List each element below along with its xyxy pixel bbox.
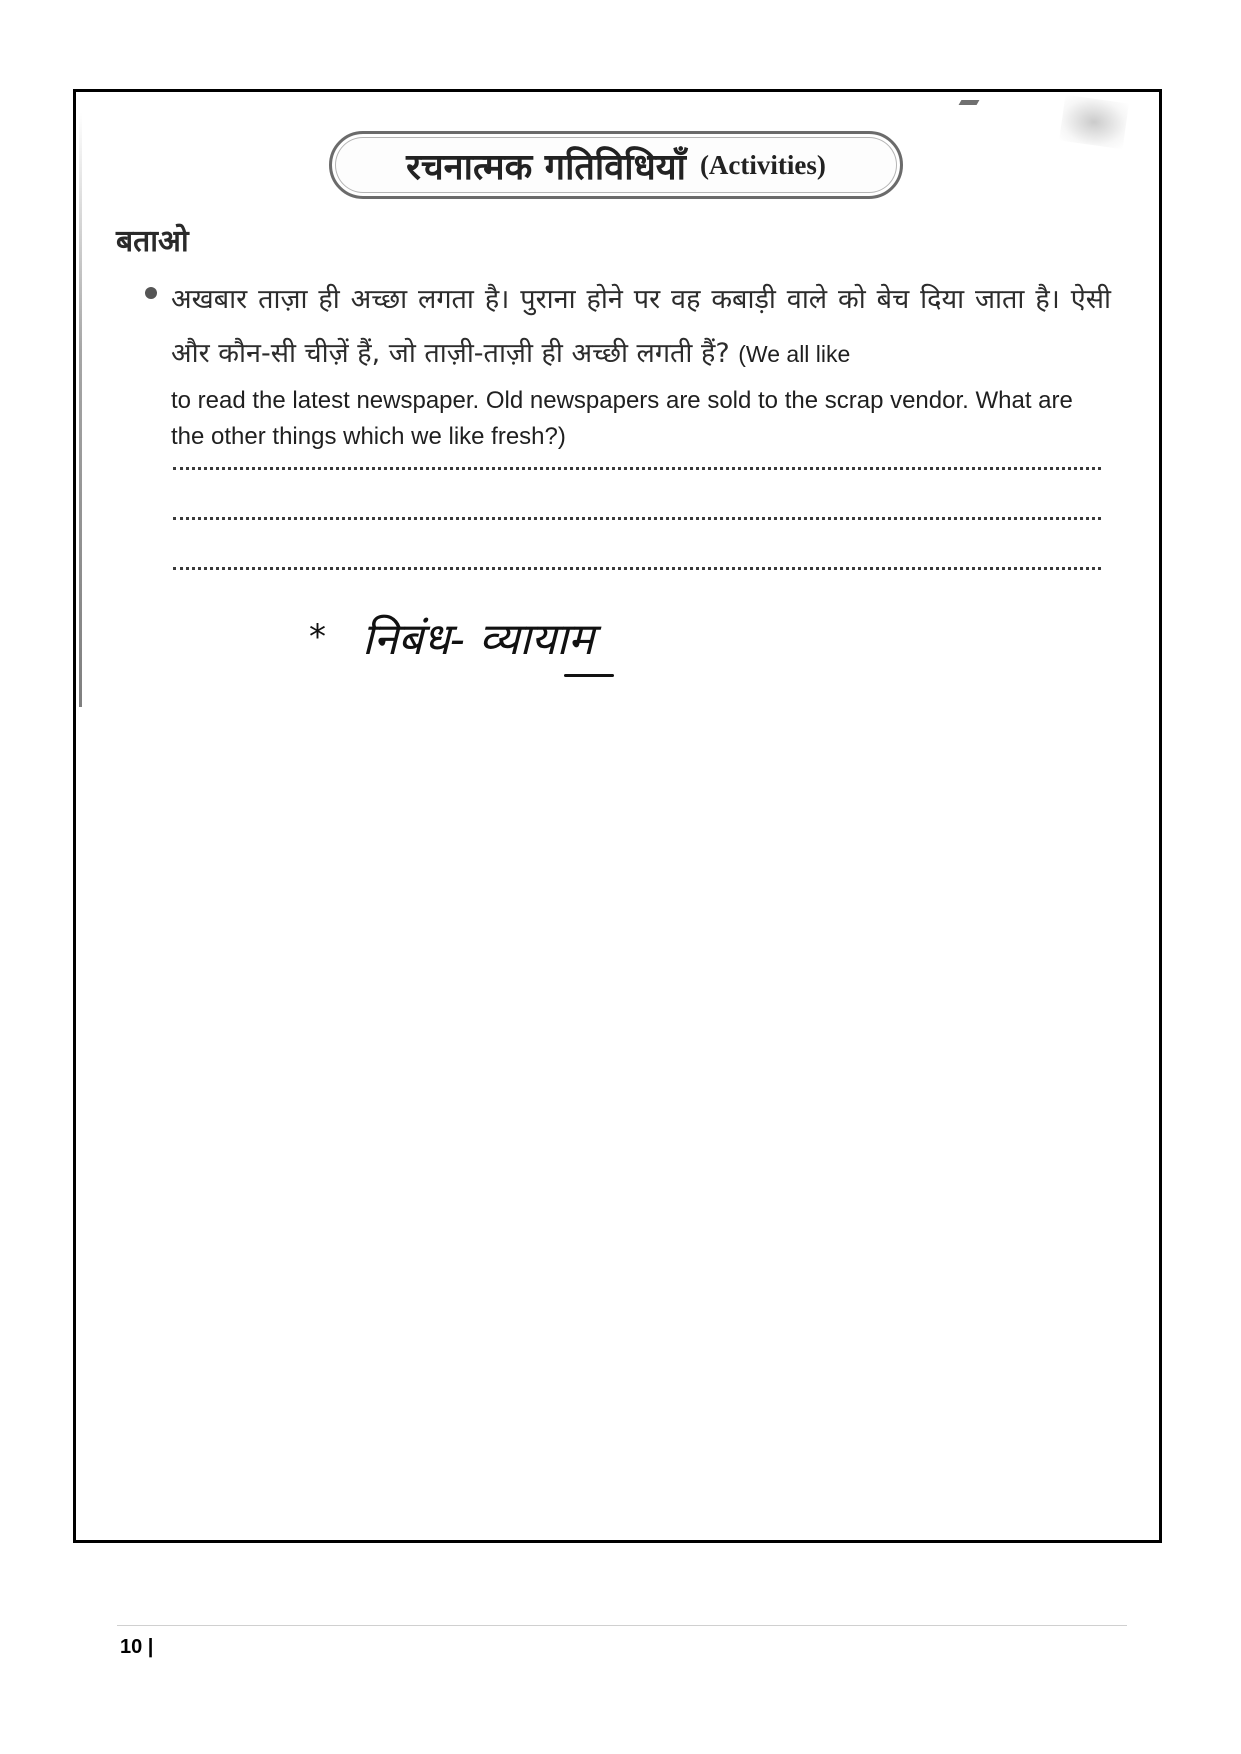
question-english-start: (We all like [738,341,851,367]
handwritten-note [309,607,594,667]
question-item [171,273,1111,455]
title-hindi: रचनात्मक गतिविधियाँ [406,146,686,188]
footer-divider [117,1625,1127,1626]
question-english-rest: to read the latest newspaper. Old newspapers are sold to the scrap vendor. What are the other things which we like fresh?) [171,387,1073,450]
handwritten-essay-text: निबंध- व्यायाम [362,614,595,665]
section-heading: बताओ [116,224,189,259]
title-english: (Activities) [699,149,826,180]
scan-edge-shadow [79,112,82,707]
scan-mark [959,100,980,105]
page-number: 10 | [120,1636,154,1658]
scanned-textbook-excerpt [81,97,1154,657]
answer-line[interactable] [173,517,1101,520]
handwritten-essay-title [362,607,594,667]
question-hindi: अखबार ताज़ा ही अच्छा लगता है। पुराना होने पर वह कबाड़ी वाले को बेच दिया जाता है। ऐसी और कौन-सी चीज़ें हैं, जो ताज़ी-ताज़ी ही अच्छी लगती हैं? [171,284,1111,369]
answer-line[interactable] [173,467,1101,470]
title-banner [329,131,903,199]
scan-smudge [1059,95,1129,149]
question-text [171,273,1111,381]
answer-line[interactable] [173,567,1101,570]
worksheet-frame [73,89,1162,1543]
star-icon: * [309,617,326,657]
handwritten-underline [564,674,614,677]
bullet-icon [145,287,157,299]
